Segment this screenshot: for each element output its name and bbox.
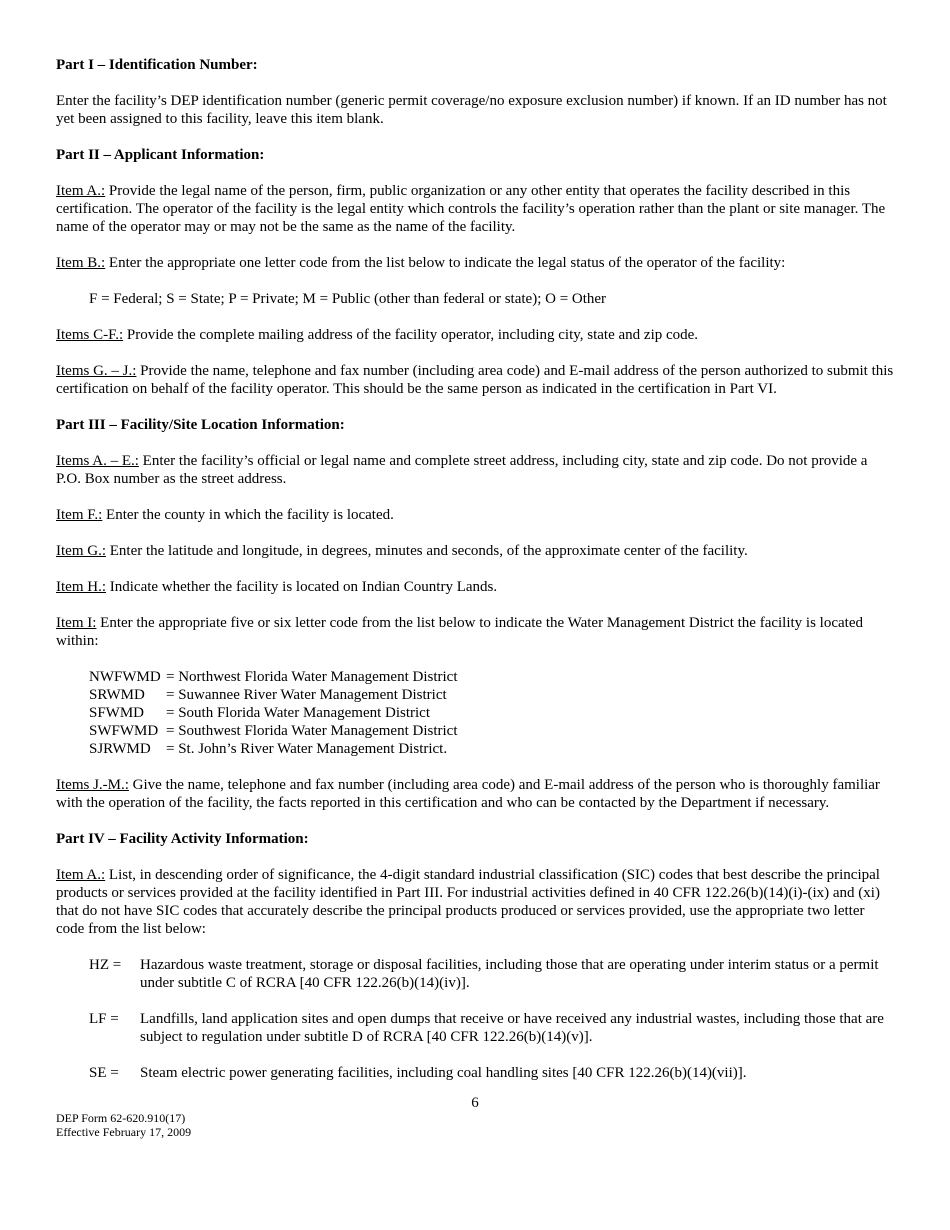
- list-item: [89, 686, 896, 704]
- item-text: Enter the appropriate one letter code from the list below to indicate the legal status of the operator of the facility:: [105, 255, 786, 271]
- part3-items-j-m: [56, 776, 896, 812]
- water-district-list: [89, 668, 896, 758]
- item-label: Items C-F.:: [56, 327, 124, 343]
- activity-code: LF =: [89, 1011, 119, 1027]
- district-desc: = South Florida Water Management District: [166, 705, 431, 721]
- list-item: [89, 722, 896, 740]
- district-code: NWFWMD: [89, 669, 161, 685]
- part3-item-f: [56, 506, 896, 524]
- part2-items-c-f: [56, 326, 896, 344]
- document-body: [56, 56, 896, 1100]
- district-code: SWFWMD: [89, 723, 159, 739]
- item-text: Enter the appropriate five or six letter code from the list below to indicate the Water Management District the facility is located within:: [56, 615, 863, 649]
- item-label: Item A.:: [56, 183, 106, 199]
- part2-items-g-j: [56, 362, 896, 398]
- district-desc: = Northwest Florida Water Management District: [166, 669, 458, 685]
- item-label: Item H.:: [56, 579, 106, 595]
- effective-date: Effective February 17, 2009: [56, 1125, 192, 1139]
- part2-item-a: [56, 182, 896, 236]
- item-text: Provide the legal name of the person, firm, public organization or any other entity that operates the facility described in this certification. The operator of the facility is the legal entity which controls the facility’s operation rather than the plant or site manager. The name of the operator may or may not be the same as the name of the facility.: [56, 183, 886, 235]
- item-text: Indicate whether the facility is located on Indian Country Lands.: [106, 579, 498, 595]
- item-text: Enter the facility’s official or legal name and complete street address, including city, state and zip code. Do not provide a P.O. Box number as the street address.: [56, 453, 868, 487]
- part3-heading: Part III – Facility/Site Location Information:: [56, 417, 345, 433]
- item-label: Item B.:: [56, 255, 106, 271]
- activity-code: SE =: [89, 1065, 119, 1081]
- district-desc: = St. John’s River Water Management District.: [166, 741, 448, 757]
- district-code: SJRWMD: [89, 741, 151, 757]
- activity-code-hz: [89, 956, 896, 992]
- activity-desc: Hazardous waste treatment, storage or disposal facilities, including those that are operating under interim status or a permit under subtitle C of RCRA [40 CFR 122.26(b)(14)(iv)].: [140, 957, 879, 991]
- list-item: [89, 668, 896, 686]
- part2-item-b: [56, 254, 896, 272]
- part1-heading: Part I – Identification Number:: [56, 57, 258, 73]
- district-code: SRWMD: [89, 687, 145, 703]
- part4-heading: Part IV – Facility Activity Information:: [56, 831, 309, 847]
- part2-heading: Part II – Applicant Information:: [56, 147, 265, 163]
- item-label: Item I:: [56, 615, 97, 631]
- district-desc: = Suwannee River Water Management District: [166, 687, 447, 703]
- item-label: Item F.:: [56, 507, 103, 523]
- legal-status-codes: F = Federal; S = State; P = Private; M = Public (other than federal or state); O = Other: [89, 291, 607, 307]
- part3-items-a-e: [56, 452, 896, 488]
- part4-item-a: [56, 866, 896, 938]
- district-code: SFWMD: [89, 705, 145, 721]
- activity-code: HZ =: [89, 957, 122, 973]
- district-desc: = Southwest Florida Water Management District: [166, 723, 458, 739]
- part3-item-i: [56, 614, 896, 650]
- form-footer: [56, 1111, 191, 1139]
- item-text: Give the name, telephone and fax number (including area code) and E-mail address of the person who is thoroughly familiar with the operation of the facility, the facts reported in this certification and who can be contacted by the Department if necessary.: [56, 777, 880, 811]
- item-text: Provide the complete mailing address of the facility operator, including city, state and zip code.: [123, 327, 699, 343]
- item-text: Enter the county in which the facility is located.: [102, 507, 394, 523]
- item-label: Item A.:: [56, 867, 106, 883]
- form-number: DEP Form 62-620.910(17): [56, 1111, 186, 1125]
- item-text: Provide the name, telephone and fax number (including area code) and E-mail address of the person authorized to submit this certification on behalf of the facility operator. This should be the same person as indicated in the certification in Part VI.: [56, 363, 894, 397]
- part3-item-h: [56, 578, 896, 596]
- part3-item-g: [56, 542, 896, 560]
- activity-code-se: [89, 1064, 896, 1082]
- item-text: List, in descending order of significance, the 4-digit standard industrial classification (SIC) codes that best describe the principal products or services provided at the facility identified in Part III. For industrial activities defined in 40 CFR 122.26(b)(14)(i)-(ix) and (xi) that do not have SIC codes that accurately describe the principal products produced or services provided, use the appropriate two letter code from the list below:: [56, 867, 880, 937]
- activity-code-lf: [89, 1010, 896, 1046]
- list-item: [89, 704, 896, 722]
- activity-desc: Landfills, land application sites and open dumps that receive or have received any industrial wastes, including those that are subject to regulation under subtitle D of RCRA [40 CFR 122.26(b)(14)(v)].: [140, 1011, 884, 1045]
- item-label: Items A. – E.:: [56, 453, 139, 469]
- item-text: Enter the latitude and longitude, in degrees, minutes and seconds, of the approximate center of the facility.: [106, 543, 748, 559]
- item-label: Item G.:: [56, 543, 106, 559]
- item-label: Items G. – J.:: [56, 363, 137, 379]
- list-item: [89, 740, 896, 758]
- activity-desc: Steam electric power generating facilities, including coal handling sites [40 CFR 122.26(b)(14)(vii)].: [140, 1065, 747, 1081]
- item-label: Items J.-M.:: [56, 777, 129, 793]
- page-number: 6: [471, 1095, 479, 1111]
- part1-text: Enter the facility’s DEP identification number (generic permit coverage/no exposure exclusion number) if known. If an ID number has not yet been assigned to this facility, leave this item blank.: [56, 93, 887, 127]
